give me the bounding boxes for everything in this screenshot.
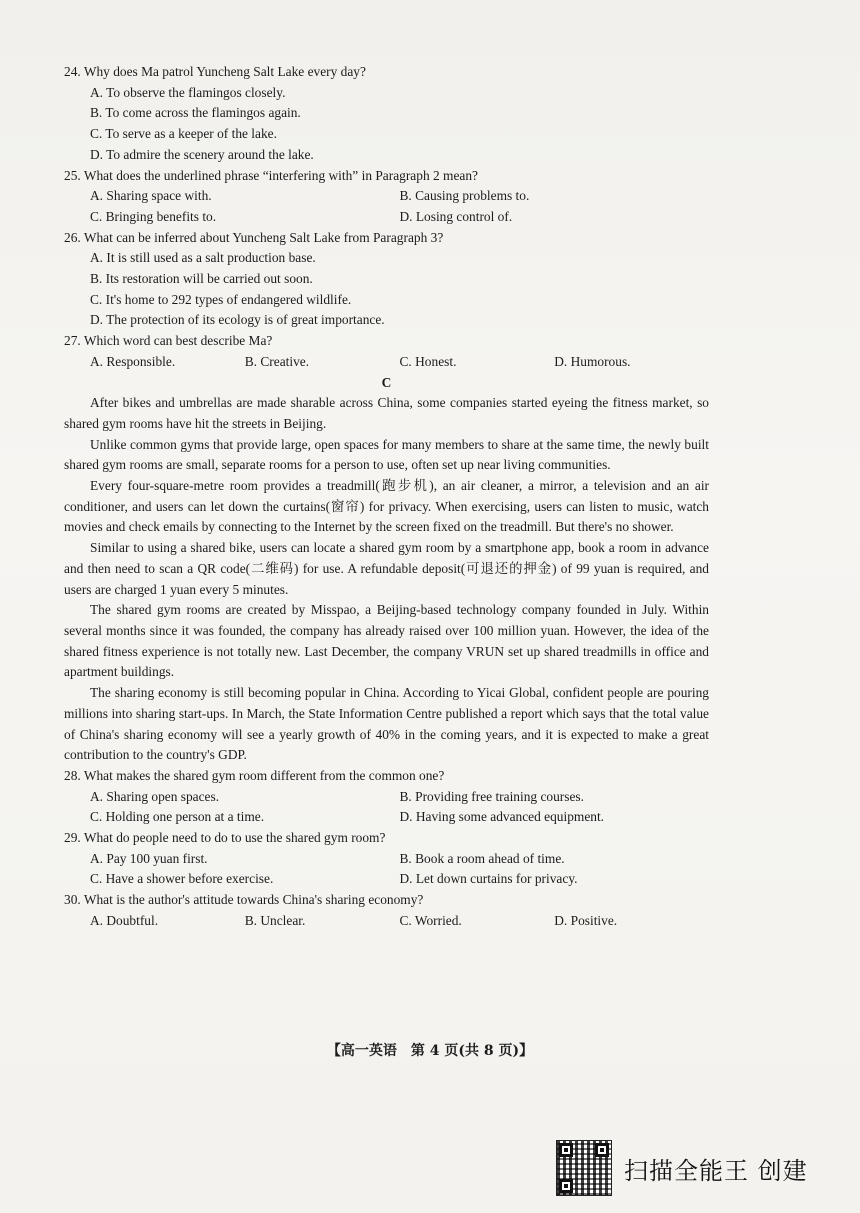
option-row (90, 869, 709, 890)
option: C. Bringing benefits to. (90, 208, 217, 224)
option: D. To admire the scenery around the lake. (90, 146, 314, 162)
passage-paragraph: The shared gym rooms are created by Misspao, a Beijing-based technology company founded in July. Within several months since it was founded, the company has already raised over 100 million yuan. However, the idea of the shared fitness experience is not totally new. Last December, the company VRUN set up shared treadmills in office and apartment buildings. (64, 602, 709, 680)
option: A. Responsible. (90, 353, 176, 369)
passage-paragraph: After bikes and umbrellas are made sharable across China, some companies started eyeing the fitness market, so shared gym rooms have hit the streets in Beijing. (64, 395, 709, 431)
page-footer: 【高一英语 第 4 页(共 8 页)】 (326, 1043, 534, 1059)
option-row (90, 207, 709, 228)
option: D. Humorous. (554, 353, 631, 369)
option-row (90, 186, 709, 207)
option-row (90, 849, 709, 870)
question-24: 24. Why does Ma patrol Yuncheng Salt Lake every day? (64, 64, 366, 79)
option: C. Worried. (399, 912, 462, 928)
option: D. Losing control of. (399, 208, 513, 224)
option: C. Have a shower before exercise. (90, 871, 274, 887)
option-row (90, 352, 709, 373)
option: D. Positive. (554, 912, 618, 928)
scanner-watermark (556, 1138, 856, 1198)
question-29: 29. What do people need to do to use the shared gym room? (64, 830, 386, 846)
option: A. To observe the flamingos closely. (90, 84, 286, 100)
question-28: 28. What makes the shared gym room different from the common one? (64, 767, 445, 783)
option: C. Holding one person at a time. (90, 809, 265, 825)
passage-paragraph: Similar to using a shared bike, users can locate a shared gym room by a smartphone app, book a room in advance and then need to scan a QR code(二维码) for use. A refundable deposit(可退还的押金) of 99 yuan is required, and users are charged 1 yuan every 5 minutes. (64, 540, 709, 597)
option-row (90, 787, 709, 808)
option: A. Doubtful. (90, 912, 159, 928)
option: A. Sharing open spaces. (90, 788, 220, 804)
option: A. Sharing space with. (90, 188, 212, 204)
question-27: 27. Which word can best describe Ma? (64, 333, 273, 349)
qr-code-icon (556, 1140, 612, 1196)
option: B. Unclear. (244, 912, 306, 928)
option: A. It is still used as a salt production base. (90, 250, 316, 266)
option: D. The protection of its ecology is of great importance. (90, 312, 385, 328)
option: B. Book a room ahead of time. (399, 850, 565, 866)
passage-paragraph: Unlike common gyms that provide large, open spaces for many members to share at the same time, the newly built shared gym rooms are small, separate rooms for a person to use, often set up near living communities. (64, 436, 709, 473)
option: B. Causing problems to. (399, 188, 530, 204)
option: B. Its restoration will be carried out soon. (90, 271, 313, 287)
watermark-text: 扫描全能王 创建 (624, 1156, 808, 1185)
page-content (64, 62, 709, 932)
section-heading: C (381, 374, 392, 390)
option-row (90, 911, 709, 932)
question-30: 30. What is the author's attitude towards China's sharing economy? (64, 892, 424, 908)
option: C. It's home to 292 types of endangered wildlife. (90, 291, 352, 307)
option: D. Let down curtains for privacy. (399, 871, 578, 887)
option: A. Pay 100 yuan first. (90, 850, 208, 866)
option: C. To serve as a keeper of the lake. (90, 126, 277, 142)
option: B. Providing free training courses. (399, 788, 584, 804)
option: D. Having some advanced equipment. (399, 809, 605, 825)
question-26: 26. What can be inferred about Yuncheng Salt Lake from Paragraph 3? (64, 229, 444, 245)
passage-paragraph: The sharing economy is still becoming popular in China. According to Yicai Global, confident people are pouring millions into sharing start-ups. In March, the State Information Centre published a report which says that the total value of China's sharing economy will see a yearly growth of 40% in the coming years, and it is expected to make a great contribution to the country's GDP. (64, 685, 709, 763)
option: B. Creative. (244, 353, 310, 369)
option: C. Honest. (399, 353, 457, 369)
option: B. To come across the flamingos again. (90, 105, 301, 121)
passage-paragraph: Every four-square-metre room provides a treadmill(跑步机), an air cleaner, a mirror, a television and an air conditioner, and users can let down the curtains(窗帘) for privacy. When exercising, users can listen to music, watch movies and check emails by connecting to the Internet by the screen fixed on the treadmill. But there's no shower. (64, 478, 709, 535)
question-25: 25. What does the underlined phrase “interfering with” in Paragraph 2 mean? (64, 167, 478, 183)
option-row (90, 807, 709, 828)
